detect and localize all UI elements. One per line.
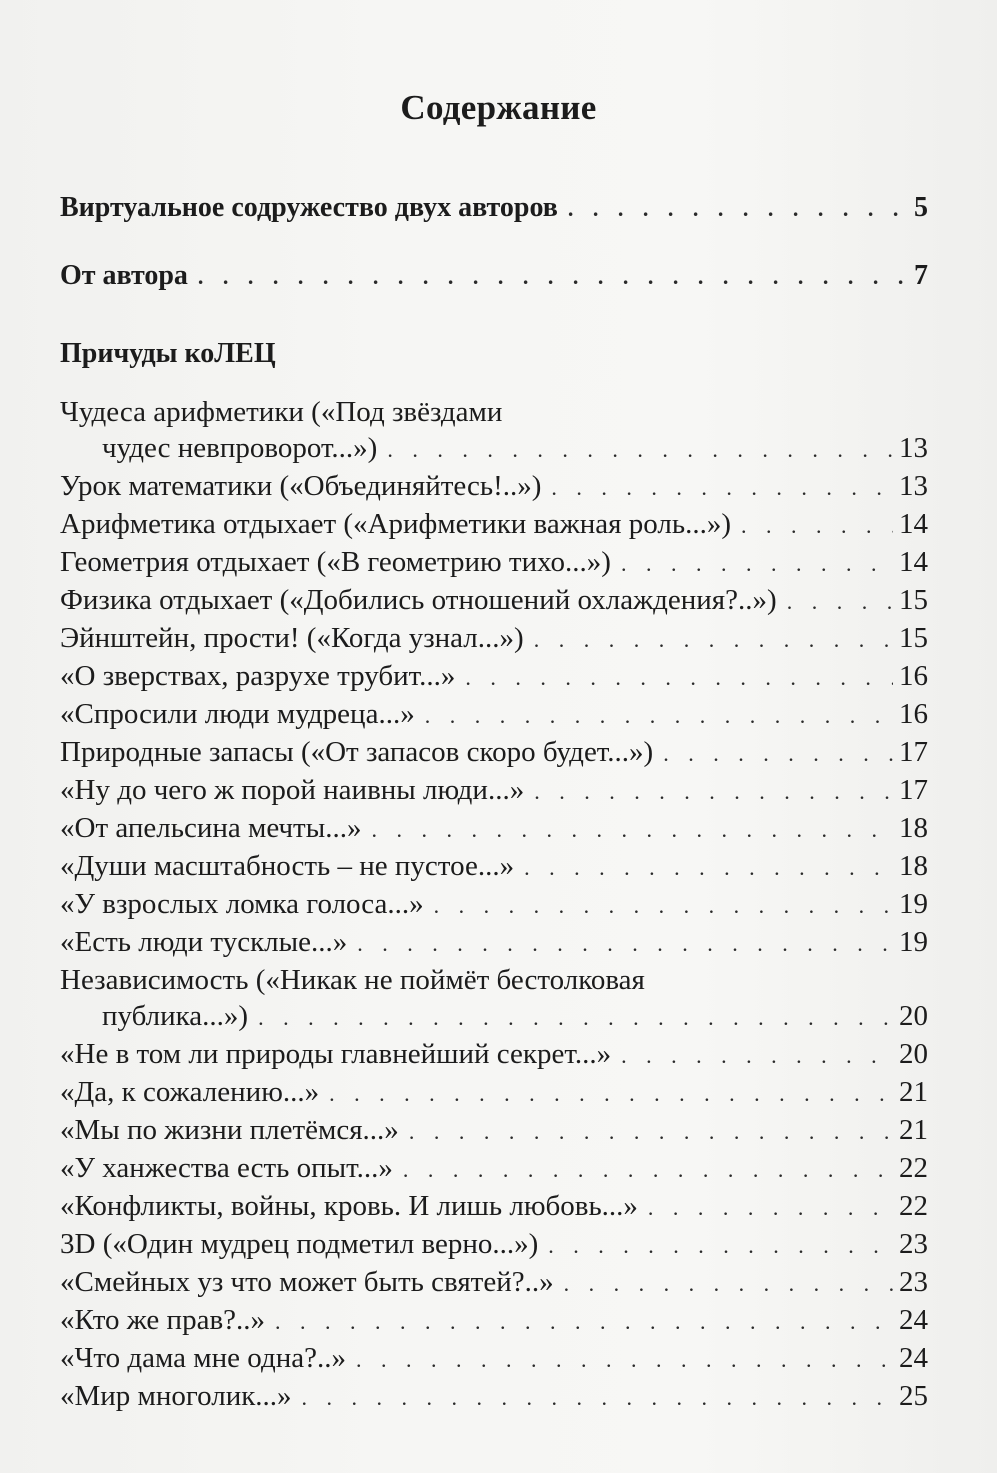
toc-page-number: 18 [899, 812, 928, 844]
toc-entry[interactable] [60, 848, 928, 886]
leader-dots [356, 1342, 893, 1378]
toc-entry[interactable] [60, 1074, 928, 1112]
toc-entry[interactable] [60, 430, 928, 468]
toc-page-number: 7 [914, 260, 928, 291]
toc-entry[interactable] [60, 1036, 928, 1074]
toc-entry-title: «Души масштабность – не пустое...» [60, 850, 515, 882]
page-title: Содержание [400, 88, 597, 127]
leader-dots [548, 1228, 893, 1264]
toc-entry[interactable] [60, 1264, 928, 1302]
toc-page-number: 25 [899, 1380, 928, 1412]
toc-page-number: 13 [899, 470, 928, 502]
toc-page-number: 16 [899, 698, 928, 730]
toc-entry[interactable] [60, 810, 928, 848]
toc-page-number: 15 [899, 622, 928, 654]
toc-entry-title: «У ханжества есть опыт...» [60, 1152, 393, 1184]
toc-entry-title: Урок математики («Объединяйтесь!..») [60, 470, 542, 502]
toc-page-number: 20 [899, 1038, 928, 1070]
toc-page-number: 24 [899, 1304, 928, 1336]
toc-entry-title: От автора [60, 260, 188, 291]
toc-entry-title: 3D («Один мудрец подметил верно...») [60, 1228, 539, 1260]
toc-entry-title: «Да, к сожалению...» [60, 1076, 320, 1108]
toc-entry-title: публика...») [102, 1000, 249, 1032]
toc-page-number: 19 [899, 888, 928, 920]
toc-page-number: 21 [899, 1114, 928, 1146]
toc-entry[interactable] [60, 696, 928, 734]
toc-page-number: 23 [899, 1228, 928, 1260]
toc-page-number: 16 [899, 660, 928, 692]
toc-page-number: 14 [899, 508, 928, 540]
toc-page-number: 23 [899, 1266, 928, 1298]
toc-page-number: 15 [899, 584, 928, 616]
toc-entry-title: Арифметика отдыхает («Арифметики важная роль...») [60, 508, 731, 540]
toc-page-number: 13 [899, 432, 928, 464]
toc-entry-title: «О зверствах, разрухе трубит...» [60, 660, 456, 692]
toc-page-number: 21 [899, 1076, 928, 1108]
toc-entry-list [60, 394, 928, 1416]
toc-entry-title: «Мы по жизни плетёмся...» [60, 1114, 399, 1146]
leader-dots [275, 1304, 893, 1340]
toc-entry-title: Природные запасы («От запасов скоро будет...») [60, 736, 654, 768]
leader-dots [621, 1038, 893, 1074]
toc-entry[interactable] [60, 1378, 928, 1416]
toc-entry[interactable] [60, 1112, 928, 1150]
leader-dots [387, 432, 893, 468]
toc-entry-title: чудес невпроворот...») [102, 432, 378, 464]
leader-dots [621, 546, 893, 582]
toc-page-number: 22 [899, 1152, 928, 1184]
toc-entry-line1 [60, 962, 928, 998]
leader-dots [425, 698, 893, 734]
toc-entry-title: Физика отдыхает («Добились отношений охлаждения?..») [60, 584, 777, 616]
leader-dots [198, 259, 908, 295]
toc-entry-title-part: Чудеса арифметики («Под звёздами [60, 396, 503, 428]
leader-dots [302, 1380, 893, 1416]
toc-entry-title: «У взрослых ломка голоса...» [60, 888, 424, 920]
toc-entry[interactable] [60, 772, 928, 810]
toc-entry[interactable] [60, 658, 928, 696]
toc-entry-title: «Есть люди тусклые...» [60, 926, 348, 958]
toc-entry-title: «Ну до чего ж порой наивны люди...» [60, 774, 525, 806]
toc-page-number: 14 [899, 546, 928, 578]
leader-dots [524, 850, 893, 886]
toc-entry-title: «Кто же прав?..» [60, 1304, 266, 1336]
toc-entry-line1 [60, 394, 928, 430]
toc-entry-title: «Что дама мне одна?..» [60, 1342, 346, 1374]
toc-page-number: 19 [899, 926, 928, 958]
toc-page-number: 17 [899, 774, 928, 806]
leader-dots [371, 812, 893, 848]
toc-entry-title: «От апельсина мечты...» [60, 812, 362, 844]
toc-entry[interactable] [60, 1340, 928, 1378]
toc-page-number: 18 [899, 850, 928, 882]
leader-dots [357, 926, 893, 962]
toc-entry-from-author[interactable] [60, 258, 928, 295]
toc-entry[interactable] [60, 544, 928, 582]
toc-entry[interactable] [60, 998, 928, 1036]
toc-entry-title: Виртуальное содружество двух авторов [60, 192, 558, 223]
leader-dots [403, 1152, 893, 1188]
leader-dots [409, 1114, 893, 1150]
leader-dots [648, 1190, 893, 1226]
toc-entry[interactable] [60, 582, 928, 620]
toc-entry[interactable] [60, 620, 928, 658]
toc-entry-title-part: Независимость («Никак не поймёт бестолковая [60, 964, 645, 996]
toc-entry[interactable] [60, 924, 928, 962]
toc-entry-title: «Мир многолик...» [60, 1380, 292, 1412]
toc-page-number: 5 [914, 192, 928, 223]
toc-entry-title: «Конфликты, войны, кровь. И лишь любовь...» [60, 1190, 638, 1222]
toc-page-number: 24 [899, 1342, 928, 1374]
toc-page-number: 17 [899, 736, 928, 768]
toc-entry[interactable] [60, 1188, 928, 1226]
leader-dots [551, 470, 893, 506]
toc-entry[interactable] [60, 506, 928, 544]
leader-dots [741, 508, 893, 544]
toc-entry[interactable] [60, 886, 928, 924]
toc-entry-foreword[interactable] [60, 190, 928, 227]
leader-dots [534, 774, 893, 810]
toc-entry-title: «Спросили люди мудреца...» [60, 698, 415, 730]
leader-dots [329, 1076, 893, 1112]
toc-entry[interactable] [60, 1150, 928, 1188]
toc-entry[interactable] [60, 468, 928, 506]
toc-entry[interactable] [60, 734, 928, 772]
leader-dots [258, 1000, 893, 1036]
toc-entry[interactable] [60, 1226, 928, 1264]
toc-entry-title: Геометрия отдыхает («В геометрию тихо...») [60, 546, 611, 578]
toc-entry[interactable] [60, 1302, 928, 1340]
section-heading: Причуды коЛЕЦ [60, 338, 276, 369]
leader-dots [787, 584, 893, 620]
toc-entry-title: «Смейных уз что может быть святей?..» [60, 1266, 554, 1298]
leader-dots [564, 1266, 893, 1302]
toc-entry-title: Эйнштейн, прости! («Когда узнал...») [60, 622, 524, 654]
leader-dots [663, 736, 893, 772]
toc-page-number: 20 [899, 1000, 928, 1032]
leader-dots [568, 191, 908, 227]
leader-dots [465, 660, 893, 696]
leader-dots [534, 622, 893, 658]
toc-page-number: 22 [899, 1190, 928, 1222]
toc-entry-title: «Не в том ли природы главнейший секрет...» [60, 1038, 612, 1070]
leader-dots [434, 888, 893, 924]
